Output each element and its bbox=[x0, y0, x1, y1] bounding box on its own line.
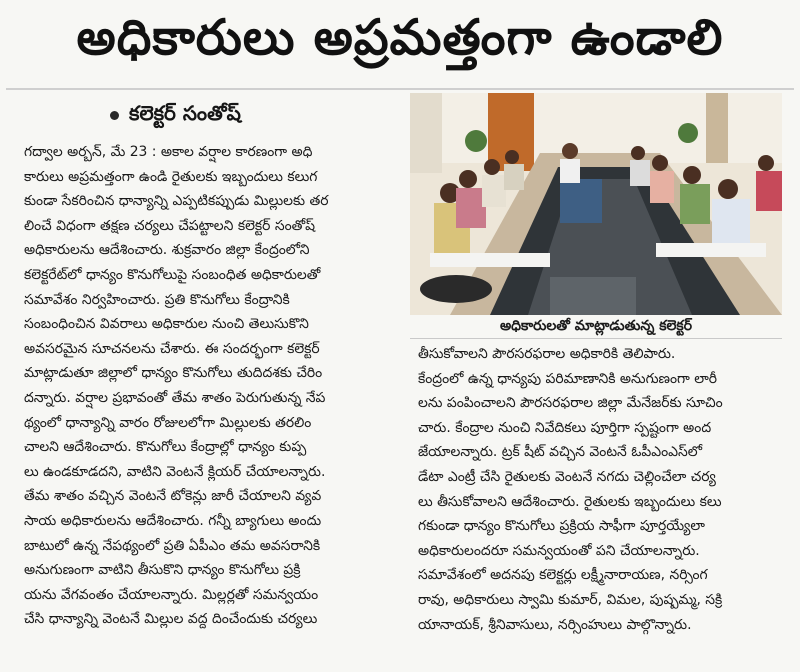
article-line: గద్వాల అర్బన్, మే 23 : అకాల వర్షాల కారణంగా అధి bbox=[24, 144, 313, 160]
article-line: యను వేగవంతం చేయాలన్నారు. మిల్లర్లతో సమన్వయం bbox=[24, 586, 319, 603]
article-column-left bbox=[24, 140, 402, 632]
article-line: అధికారులను ఆదేశించారు. శుక్రవారం జిల్లా కేంద్రంలోని bbox=[24, 242, 310, 259]
headline: అధికారులు అప్రమత్తంగా ఉండాలి bbox=[76, 8, 724, 66]
article-line: కారులు అప్రమత్తంగా ఉండి రైతులకు ఇబ్బందులు కలుగ bbox=[24, 168, 318, 185]
article-line: లు ఉండకూడదని, వాటిని వెంటనే క్లియర్ చేయాలన్నారు. bbox=[24, 463, 326, 480]
article-line: బాటులో ఉన్న నేపథ్యంలో ప్రతి ఏపీఎం తమ అవసరానికి bbox=[24, 537, 321, 554]
article-line: అనుగుణంగా వాటిని తీసుకొని ధాన్యం కొనుగోలు ప్రక్రి bbox=[24, 562, 301, 579]
article-line: చేసి ధాన్యాన్ని వెంటనే మిల్లుల వద్ద దించేందుకు చర్యలు bbox=[24, 611, 318, 628]
article-line: రావు, అధికారులు స్వామి కుమార్, విమల, పుష్పమ్మ, సక్రి bbox=[418, 591, 723, 608]
byline-text: కలెక్టర్ సంతోష్ bbox=[129, 100, 241, 125]
article-column-right bbox=[418, 342, 790, 637]
article-line: జేయాలన్నారు. ట్రక్ షీట్ వచ్చిన వెంటనే ఓపీఎంఎస్‌లో bbox=[418, 444, 703, 461]
article-line: కేంద్రంలో ఉన్న ధాన్యపు పరిమాణానికి అనుగుణంగా లారీ bbox=[418, 370, 718, 387]
article-line: సమావేశంలో అదనపు కలెక్టర్లు లక్ష్మీనారాయణ, నర్సింగ bbox=[418, 567, 708, 584]
article-line: అవసరమైన సూచనలను చేశారు. ఈ సందర్భంగా కలెక్టర్ bbox=[24, 340, 320, 357]
article-line: కుండా సేకరించిన ధాన్యాన్ని ఎప్పటికప్పుడు మిల్లులకు తర bbox=[24, 193, 329, 210]
byline bbox=[110, 98, 390, 132]
article-line: గకుండా ధాన్యం కొనుగోలు ప్రక్రియ సాఫీగా పూర్తయ్యేలా bbox=[418, 518, 705, 535]
meeting-photo bbox=[410, 93, 782, 315]
article-line: సమావేశం నిర్వహించారు. ప్రతి కొనుగోలు కేంద్రానికి bbox=[24, 291, 290, 308]
headline-divider bbox=[6, 88, 794, 90]
article-line: అధికారులందరూ సమన్వయంతో పని చేయాలన్నారు. bbox=[418, 542, 700, 559]
article-line: లను పంపించాలని పౌరసరఫరాల జిల్లా మేనేజర్‌కు సూచిం bbox=[418, 395, 723, 412]
article-line: సంబంధించిన వివరాలు అధికారుల నుంచి తెలుసుకొని bbox=[24, 316, 309, 333]
article-line: దన్నారు. వర్షాల ప్రభావంతో తేమ శాతం పెరుగుతున్న నేప bbox=[24, 389, 326, 406]
article-line: థ్యంలో ధాన్యాన్ని వారం రోజులలోగా మిల్లులకు తరలిం bbox=[24, 414, 312, 431]
photo-caption: అధికారులతో మాట్లాడుతున్న కలెక్టర్ bbox=[410, 316, 782, 339]
article-line: మాట్లాడుతూ జిల్లాలో ధాన్యం కొనుగోలు తుదిదశకు చేరిం bbox=[24, 365, 323, 382]
bullet-icon bbox=[110, 111, 119, 120]
article-line: కలెక్టరేట్‌లో ధాన్యం కొనుగోలుపై సంబంధిత అధికారులతో bbox=[24, 266, 321, 283]
article-line: డేటా ఎంట్రీ చేసి రైతులకు వెంటనే నగదు చెల్లించేలా చర్య bbox=[418, 468, 716, 485]
article-line: తేమ శాతం వచ్చిన వెంటనే టోకెన్లు జారీ చేయాలని వ్యవ bbox=[24, 488, 322, 505]
article-line: చారు. కేంద్రాల నుంచి నివేదికలు పూర్తిగా స్పష్టంగా అంద bbox=[418, 419, 712, 436]
article-line: సాయ అధికారులను ఆదేశించారు. గన్నీ బ్యాగులు అందు bbox=[24, 512, 322, 529]
article-line: లు తీసుకోవాలని ఆదేశించారు. రైతులకు ఇబ్బందులు కలు bbox=[418, 493, 722, 510]
article-line: లించే విధంగా తక్షణ చర్యలు చేపట్టాలని కలెక్టర్ సంతోష్ bbox=[24, 217, 316, 234]
meeting-photo-illustration bbox=[410, 93, 782, 315]
article-line: యానాయక్, శ్రీనివాసులు, నర్సింహులు పాల్గొన్నారు. bbox=[418, 616, 692, 633]
article-line: చాలని ఆదేశించారు. కొనుగోలు కేంద్రాల్లో ధాన్యం కుప్ప bbox=[24, 439, 307, 456]
article-line: తీసుకోవాలని పౌరసరఫరాల అధికారికి తెలిపారు. bbox=[418, 346, 676, 362]
